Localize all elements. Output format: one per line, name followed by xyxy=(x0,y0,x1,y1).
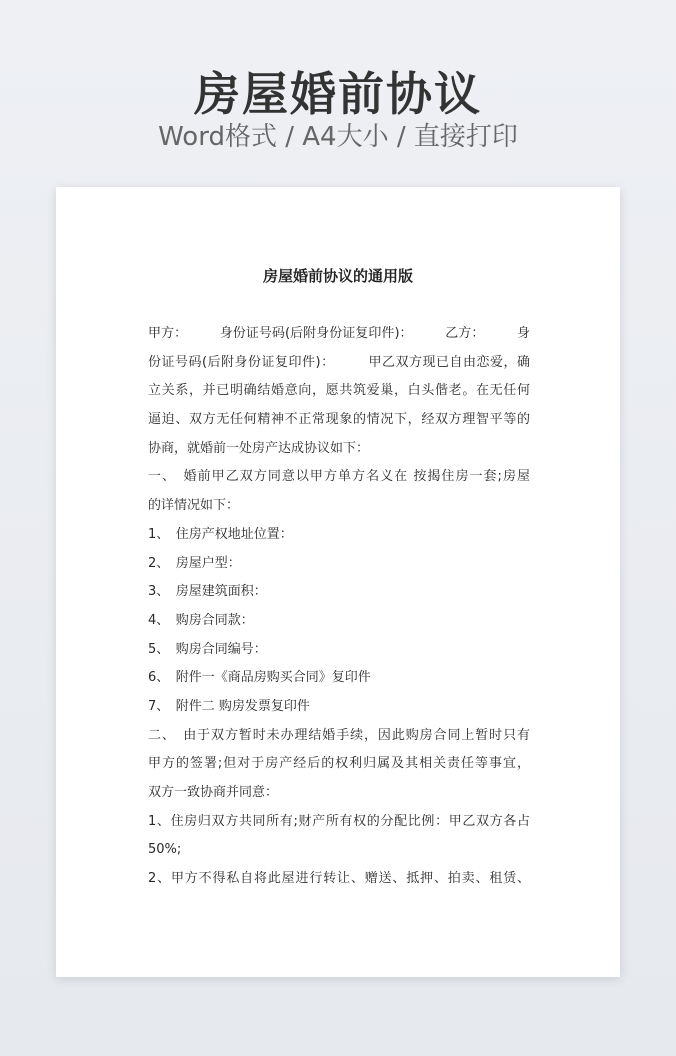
list-item: 1、 住房产权地址位置： xyxy=(148,526,293,542)
document-body xyxy=(148,320,530,894)
list-item: 7、 附件二 购房发票复印件 xyxy=(148,698,310,714)
list-item: 2、甲方不得私自将此屋进行转让、赠送、抵押、拍卖、租赁、 xyxy=(148,871,530,887)
paragraph-line: 甲方： 身份证号码(后附身份证复印件)： 乙方： 身 xyxy=(148,326,530,341)
banner-subtitle: Word格式 / A4大小 / 直接打印 xyxy=(158,122,518,152)
clause-line: 一、 婚前甲乙双方同意以甲方单方名义在 按揭住房一套;房屋 xyxy=(148,469,530,485)
paragraph-line: 份证号码(后附身份证复印件)： 甲乙双方现已自由恋爱，确 xyxy=(148,354,530,370)
paragraph-line: 立关系，并已明确结婚意向，愿共筑爱巢，白头偕老。在无任何 xyxy=(148,383,530,399)
banner-title: 房屋婚前协议 xyxy=(194,67,482,121)
clause-line: 二、 由于双方暂时未办理结婚手续，因此购房合同上暂时只有 xyxy=(148,727,530,743)
document-page xyxy=(56,187,620,977)
clause-line: 的详情况如下： xyxy=(148,498,240,514)
list-item: 2、 房屋户型： xyxy=(148,555,241,571)
list-item: 5、 购房合同编号： xyxy=(148,641,267,657)
clause-line: 双方一致协商并同意： xyxy=(148,785,279,800)
list-item: 1、住房归双方共同所有;财产所有权的分配比例：甲乙双方各占 xyxy=(148,813,530,829)
list-item: 4、 购房合同款： xyxy=(148,612,254,628)
document-title: 房屋婚前协议的通用版 xyxy=(262,267,413,285)
list-item: 6、 附件一《商品房购买合同》复印件 xyxy=(148,670,371,686)
clause-line: 甲方的签署;但对于房产经后的权利归属及其相关责任等事宜， xyxy=(148,756,530,772)
paragraph-line: 协商，就婚前一处房产达成协议如下： xyxy=(148,440,370,456)
list-item: 50%; xyxy=(148,842,182,858)
list-item: 3、 房屋建筑面积： xyxy=(148,584,267,600)
paragraph-line: 逼迫、双方无任何精神不正常现象的情况下，经双方理智平等的 xyxy=(148,412,530,428)
